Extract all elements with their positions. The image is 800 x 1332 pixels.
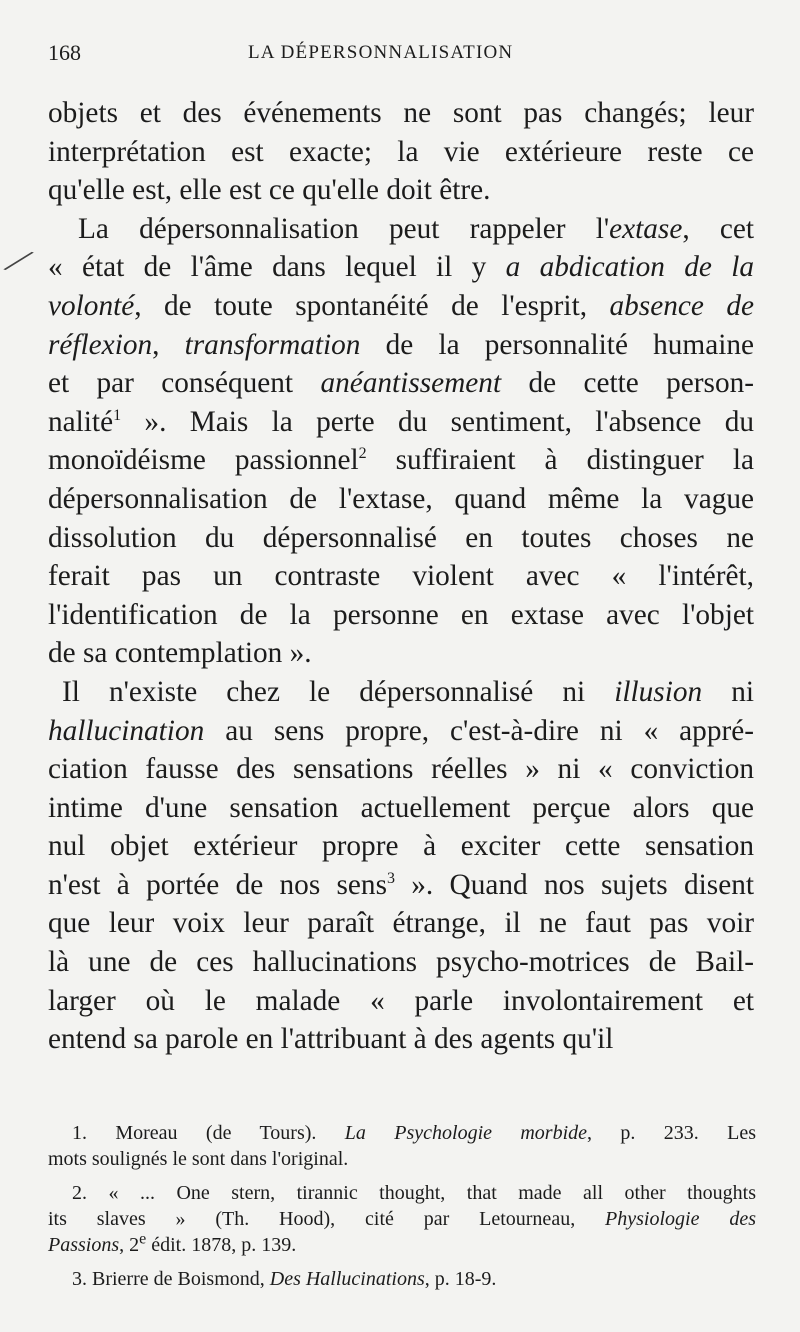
text-line: Il n'existe chez le dépersonnalisé ni illusion ni — [62, 675, 754, 708]
footnote-line: 1. Moreau (de Tours). La Psychologie morbide, p. 233. Les — [72, 1122, 757, 1144]
text-line: dissolution du dépersonnalisé en toutes choses ne — [48, 521, 754, 554]
text-line: réflexion, transformation de la personnalité humaine — [48, 328, 754, 361]
text-line: monoïdéisme passionnel$^2$ suffiraient à distinguer la — [48, 444, 754, 477]
footnote-line: mots soulignés le sont dans l'original. — [48, 1148, 349, 1170]
footnote-line: Passions, 2e édit. 1878, p. 139. — [48, 1230, 297, 1256]
text-line: interprétation est exacte; la vie extérieure reste ce — [48, 135, 754, 168]
text-line: de sa contemplation ». — [48, 637, 312, 670]
text-line: intime d'une sensation actuellement perçue alors que — [48, 791, 754, 824]
text-line: l'identification de la personne en extase avec l'objet — [48, 598, 754, 631]
text-line: qu'elle est, elle est ce qu'elle doit être. — [48, 174, 491, 207]
text-line: larger où le malade « parle involontairement et — [48, 984, 754, 1017]
running-title: LA DÉPERSONNALISATION — [248, 42, 514, 63]
footnote-line: 2. « ... One stern, tirannic thought, that made all other thoughts — [72, 1182, 756, 1204]
page-header — [48, 40, 752, 70]
footnotes — [48, 1120, 756, 1292]
text-line: que leur voix leur paraît étrange, il ne faut pas voir — [48, 907, 754, 940]
text-line: La dépersonnalisation peut rappeler l'extase, cet — [78, 212, 755, 245]
text-line: là une de ces hallucinations psycho-motrices de Bail- — [48, 946, 754, 979]
text-line: nalité$^1$ ». Mais la perte du sentiment, l'absence du — [48, 405, 754, 438]
text-line: n'est à portée de nos sens$^3$ ». Quand nos sujets disent — [48, 868, 754, 901]
text-line: ferait pas un contraste violent avec « l'intérêt, — [48, 560, 754, 593]
footnote-2 — [48, 1180, 756, 1258]
text-line: entend sa parole en l'attribuant à des agents qu'il — [48, 1023, 614, 1056]
body-text — [48, 94, 754, 1059]
text-line: dépersonnalisation de l'extase, quand même la vague — [48, 482, 754, 515]
margin-pencil-mark: ⟋ — [1, 241, 36, 284]
text-line: et par conséquent anéantissement de cette person- — [48, 367, 754, 400]
text-line: volonté, de toute spontanéité de l'esprit, absence de — [48, 289, 754, 322]
text-line: « état de l'âme dans lequel il y a abdication de la — [48, 251, 755, 284]
footnote-1 — [48, 1120, 756, 1172]
footnote-line: 3. Brierre de Boismond, Des Hallucinations, p. 18-9. — [72, 1268, 497, 1290]
footnote-line: its slaves » (Th. Hood), cité par Letourneau, Physiologie des — [48, 1208, 756, 1230]
text-line: hallucination au sens propre, c'est-à-dire ni « appré- — [48, 714, 754, 747]
text-line: objets et des événements ne sont pas changés; leur — [48, 97, 754, 129]
text-line: ciation fausse des sensations réelles » ni « conviction — [48, 753, 754, 786]
text-line: nul objet extérieur propre à exciter cette sensation — [48, 830, 754, 863]
page-number: 168 — [48, 40, 81, 65]
footnote-3 — [48, 1266, 756, 1292]
